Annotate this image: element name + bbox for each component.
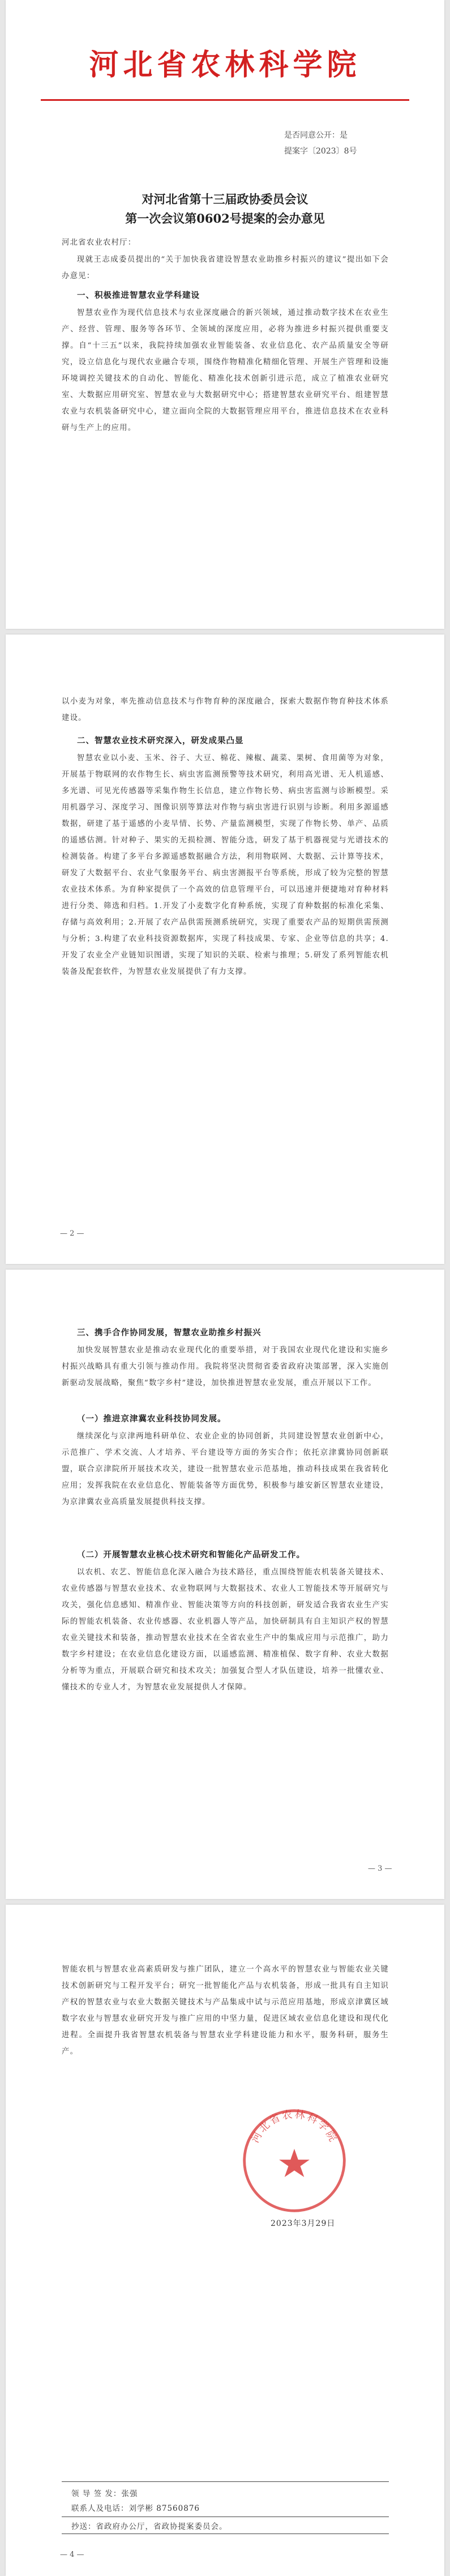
- document-number: 提案字〔2023〕8号: [284, 147, 357, 156]
- subsection-2-body: 以农机、农艺、智能信息化深入融合为技术路径，重点围绕智能农机装备关键技术、农业传感器与智慧农业技术、农业物联网与大数据技术、农业人工智能技术等开展研究与攻关，强化信息感知、精准作业、智能决策等方向的科技创新，研发适合我省农业生产实际的智能农机装备、农业传感器、农业机器人等产品，加快研制具有自主知识产权的智慧农业关键技术和装备，推动智慧农业技术在全省农业生产中的集成应用与示范推广，助力数字乡村建设；在农业信息化建设方面，以遥感监测、精准植保、数字育种、农业大数据分析等为重点，开展联合研究和技术攻关；加强复合型人才队伍建设，培养一批懂农业、懂技术的专业人才，为智慧农业发展提供人才保障。: [62, 1568, 389, 1692]
- section-1-continuation: 以小麦为对象，率先推动信息技术与作物育种的深度融合，探索大数据作物育种技术体系建设。: [62, 697, 389, 722]
- subsection-heading-1: （一）推进京津冀农业科技协同发展。: [77, 1414, 226, 1424]
- page-1: [6, 0, 444, 629]
- issue-date: 2023年3月29日: [271, 2219, 336, 2228]
- page-4: [6, 1905, 444, 2576]
- section-heading-1: 一、积极推进智慧农业学科建设: [77, 291, 200, 300]
- page-2: [6, 635, 444, 1264]
- closing-paragraph: 智能农机与智慧农业高素质研发与推广团队，建立一个高水平的智慧农业与智能农业关键技术创新研究与工程开发平台；研究一批智能化产品与农机装备，形成一批具有自主知识产权的智慧农业与农业大数据关键技术与产品集成中试与示范应用基地，形成京津冀区域数字农业与智慧农业研究开发与推广应用的中坚力量，促进区域农业信息化建设和现代化进程。全面提升我省智慧农机装备与智慧农业学科建设能力和水平，服务科研，服务生产。: [62, 1965, 389, 2056]
- intro-paragraph: 现就王志成委员提出的“关于加快我省建设智慧农业助推乡村振兴的建议”提出如下会办意见：: [62, 256, 389, 280]
- footer-rule-top: [62, 2481, 389, 2482]
- subsection-heading-2: （二）开展智慧农业核心技术研究和智能化产品研发工作。: [77, 1550, 305, 1560]
- section-2-body: 智慧农业以小麦、玉米、谷子、大豆、棉花、辣椒、蔬菜、果树、食用菌等为对象，开展基于物联网的农作物生长、病虫害监测预警等技术研究，利用高光谱、无人机遥感、多光谱、可见光传感器等采集作物生长信息，建立作物长势、病虫害监测与诊断模型。采用机器学习、深度学习、图像识别等算法对作物与病虫害进行识别与诊断。利用多源遥感数据，研建了基于遥感的小麦旱情、长势、产量监测模型，实现了作物长势、单产、品质的遥感估测。针对种子、果实的无损检测、智能分选，研发了基于机器视觉与光谱技术的检测装备。构建了多平台多源遥感数据融合方法，利用物联网、大数据、云计算等技术，研发了大数据平台、农业气象服务平台、病虫害测报平台等系统，形成了较为完整的智慧农业技术体系。为育种家提供了一个高效的信息管理平台，可以迅速并便捷地对育种材料进行分类、筛选和归档。1.开发了小麦数字化育种系统，实现了育种数据的标准化采集、存储与高效利用；2.开展了农产品供需预测系统研究，实现了重要农产品的短期供需预测与分析；3.构建了农业科技资源数据库，实现了科技成果、专家、企业等信息的共享；4.开发了农业全产业链知识图谱，实现了知识的关联、检索与推理；5.研发了系列智能农机装备及配套软件，为智慧农业发展提供了有力支撑。: [62, 754, 389, 976]
- header-red-rule: [41, 99, 409, 101]
- official-seal: [240, 2106, 349, 2215]
- cc-list: 抄送：省政府办公厅，省政协提案委员会。: [71, 2522, 228, 2531]
- recipient: 河北省农业农村厅：: [62, 239, 136, 247]
- section-heading-2: 二、智慧农业技术研究深入，研发成果凸显: [77, 736, 244, 746]
- document-title-line2: 第一次会议第0602号提案的会办意见: [125, 211, 325, 225]
- section-heading-3: 三、携手合作协同发展，智慧农业助推乡村振兴: [77, 1328, 262, 1338]
- leader-signature: 领 导 签 发：张强: [71, 2489, 138, 2498]
- subsection-1-body: 继续深化与京津两地科研单位、农业企业的协同创新，共同建设智慧农业创新中心，示范推广、学术交流、人才培养、平台建设等方面的务实合作；依托京津冀协同创新联盟，联合京津院所开展技术攻关，建设一批智慧农业示范基地，推动科技成果在我省转化应用；发挥我院在农业信息化、智能装备等方面优势，积极参与雄安新区智慧农业建设，为京津冀农业高质量发展提供科技支撑。: [62, 1432, 389, 1506]
- open-type: 是否同意公开：是: [284, 131, 348, 140]
- section-3-intro: 加快发展智慧农业是推动农业现代化的重要举措，对于我国农业现代化建设和实施乡村振兴战略具有重大引领与推动作用。我院将坚决贯彻省委省政府决策部署，深入实施创新驱动发展战略，聚焦“数字乡村”建设，加快推进智慧农业发展，重点开展以下工作。: [62, 1346, 389, 1387]
- org-header-title: 河北省农林科学院: [89, 48, 361, 82]
- seal-text: 河北省农林科学院: [249, 2108, 340, 2145]
- svg-text:河北省农林科学院: [249, 2109, 340, 2145]
- section-1-body: 智慧农业作为现代信息技术与农业深度融合的新兴领域，通过推动数字技术在农业生产、经营、管理、服务等各环节、全领域的深度应用，必将为推进乡村振兴提供重要支撑。自“十三五”以来，我院持续加强农业智能装备、农业信息化、农产品质量安全等研究，设立信息化与现代农业融合专项，围绕作物精准化精细化管理、开展生产管理和设施环境调控关键技术的自动化、智能化、精准化技术创新引进示范，成立了植准农业研究室、大数据应用研究室、智慧农业与大数据研究中心；搭建智慧农业研究平台、组建智慧农业与农机装备研究中心，建立面向全院的大数据管理应用平台，推进信息技术在农业科研与生产上的应用。: [62, 309, 389, 432]
- page-number: — 2 —: [60, 1229, 84, 1238]
- page-number: — 4 —: [60, 2551, 84, 2559]
- document-title-line1: 对河北省第十三届政协委员会议: [142, 192, 308, 206]
- page-number: — 3 —: [368, 1864, 392, 1873]
- page-3: [6, 1270, 444, 1899]
- contact-info: 联系人及电话：刘学彬 87560876: [71, 2504, 200, 2513]
